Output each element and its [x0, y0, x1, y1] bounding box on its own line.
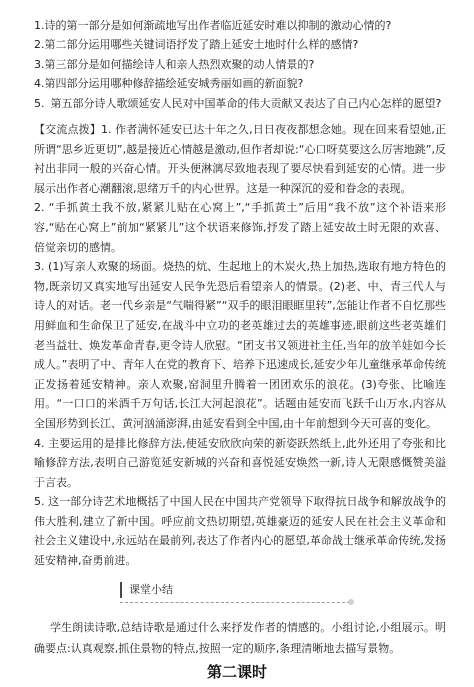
question-item [34, 74, 464, 93]
answer-paragraph-2: 2. “手抓黄土我不放,紧紧儿贴在心窝上”,“手抓黄土”后用“我不放”这个补语来形容,“贴在心窝上”前加“紧紧儿”这个状语来修饰,抒发了踏上延安故土时无限的欢喜、倍觉亲切的感情。 [34, 201, 446, 254]
heading-bar-icon [120, 582, 122, 598]
summary-heading-label: 课堂小结 [129, 583, 173, 596]
question-text: 第三部分是如何描绘诗人和亲人热烈欢聚的动人情景的? [44, 57, 315, 71]
question-item [34, 16, 464, 35]
answer-paragraph-5: 5. 这一部分诗艺术地概括了中国人民在中国共产党领导下取得抗日战争和解放战争的伟大胜利,建立了新中国。呼应前文热切期望,英雄豪迈的延安人民在社会主义革命和社会主义建设中,永远站在最前列,表达了作者内心的愿望,革命战士继承革命传统,发扬延安精神,奋勇前进。 [34, 495, 446, 568]
summary-body [34, 617, 446, 659]
question-number: 3. [34, 57, 45, 71]
answer-section [34, 120, 446, 571]
summary-heading [120, 580, 350, 603]
answer-paragraph-3: 3. (1)写亲人欢聚的场面。烧热的炕、生起地上的木炭火,热上加热,选取有地方特色的物,既亲切又真实地写出延安人民争先恐后看望亲人的情景。(2)老、中、青三代人与诗人的对话。老一代乡亲是“气喘得紧”“双手的眼泪眼眶里转”,怎能让作者不自忆那些用鲜血和生命保卫了延安,在战斗中立功的老英雄过去的英雄事迹,眼前这些老英雄们老当益壮、焕发革命青春,更令诗人欣慰。“团支书又领进社主任,当年的放羊娃如今长成人。”表明了中、青年人在党的教育下、培养下迅速成长,延安少年儿童继承革命传统正发扬着延安精神。亲人欢聚,窑洞里升腾着一团团欢乐的浪花。(3)夸张、比喻连用。“一口口的米酒千万句话,长江大河起浪花”。话题由延安而飞跃千山万水,内容从全国形势到长江、黄河汹涌澎湃,由延安看到全中国,由十年前想到今天可喜的变化。 [34, 260, 446, 430]
summary-text: 学生朗读诗歌,总结诗歌是通过什么来抒发作者的情感的。小组讨论,小组展示。明确要点:认真观察,抓住景物的特点,按照一定的顺序,条理清晰地去描写景物。 [34, 621, 446, 655]
question-number: 5. [34, 96, 45, 110]
heading-dot-icon [348, 599, 354, 605]
question-item [34, 94, 464, 113]
question-text: 第五部分诗人歌颂延安人民对中国革命的伟大贡献又表达了自己内心怎样的愿望? [50, 96, 442, 110]
question-number: 1. [34, 19, 45, 32]
question-text: 第四部分运用哪种修辞描绘延安城秀丽如画的新面貌? [44, 77, 304, 91]
question-number: 4. [34, 77, 45, 91]
question-text: 第二部分运用哪些关键词语抒发了踏上延安土地时什么样的感情? [44, 38, 359, 52]
question-number: 2. [34, 38, 45, 52]
question-text: 诗的第一部分是如何渐疏地写出作者临近延安时难以抑制的激动心情的? [44, 19, 392, 32]
answer-paragraph-4: 4. 主要运用的是排比修辞方法,使延安欣欣向荣的新姿跃然纸上,此外还用了夸张和比喻修辞方法,表明自己游览延安新城的兴奋和喜悦延安焕然一新,诗人无限感慨赞美溢于言表。 [34, 436, 446, 489]
question-item [34, 55, 464, 74]
question-item [34, 35, 464, 54]
answer-paragraph-1: 【交流点拨】1. 作者满怀延安已达十年之久,日日夜夜都想念她。现在回来看望她,正所谓“思乡近更切”,越是接近心情越是激动,但作者却说:“心口呀莫要这么厉害地跳”,反衬出非同一般的兴奋心情。开头便淋漓尽致地表现了要尽快看到延安的心情。进一步展示出作者心潮翻滚,思绪万千的内心世界。这是一种深沉的爱和眷念的表现。 [34, 123, 446, 195]
lesson-title: 第二课时 [206, 663, 267, 681]
question-list [34, 16, 464, 113]
